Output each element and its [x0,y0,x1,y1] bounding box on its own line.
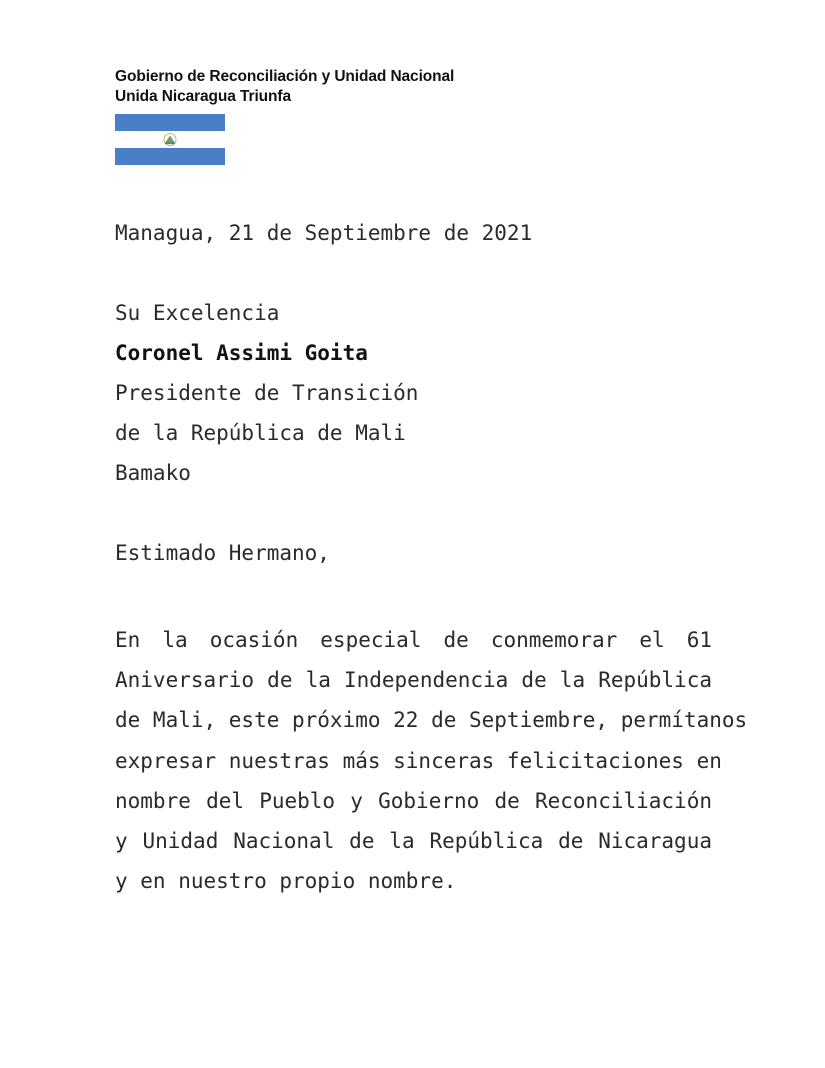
government-name: Gobierno de Reconciliación y Unidad Nacional [115,68,455,85]
letter-date: Managua, 21 de Septiembre de 2021 [115,221,533,245]
body-line: Aniversario de la Independencia de la República [115,668,712,693]
body-line: En la ocasión especial de conmemorar el 61 [115,628,712,652]
recipient-city: Bamako [115,461,191,485]
letterhead [115,67,454,107]
recipient-position: Presidente de Transición [115,381,419,405]
body-line: de Mali, este próximo 22 de Septiembre, permítanos [115,708,748,733]
body-line: nombre del Pueblo y Gobierno de Reconciliación [115,788,712,813]
recipient-title: Su Excelencia [115,301,280,325]
body-line: expresar nuestras más sinceras felicitaciones en [115,748,722,773]
recipient-name: Coronel Assimi Goita [115,341,368,365]
nicaragua-flag-icon [115,114,225,165]
recipient-country: de la República de Mali [115,421,406,445]
body-line: y Unidad Nacional de la República de Nicaragua [115,828,712,853]
government-motto: Unida Nicaragua Triunfa [115,88,291,105]
letter-body [115,620,748,901]
greeting: Estimado Hermano, [115,541,330,565]
body-line: y en nuestro propio nombre. [115,869,457,894]
